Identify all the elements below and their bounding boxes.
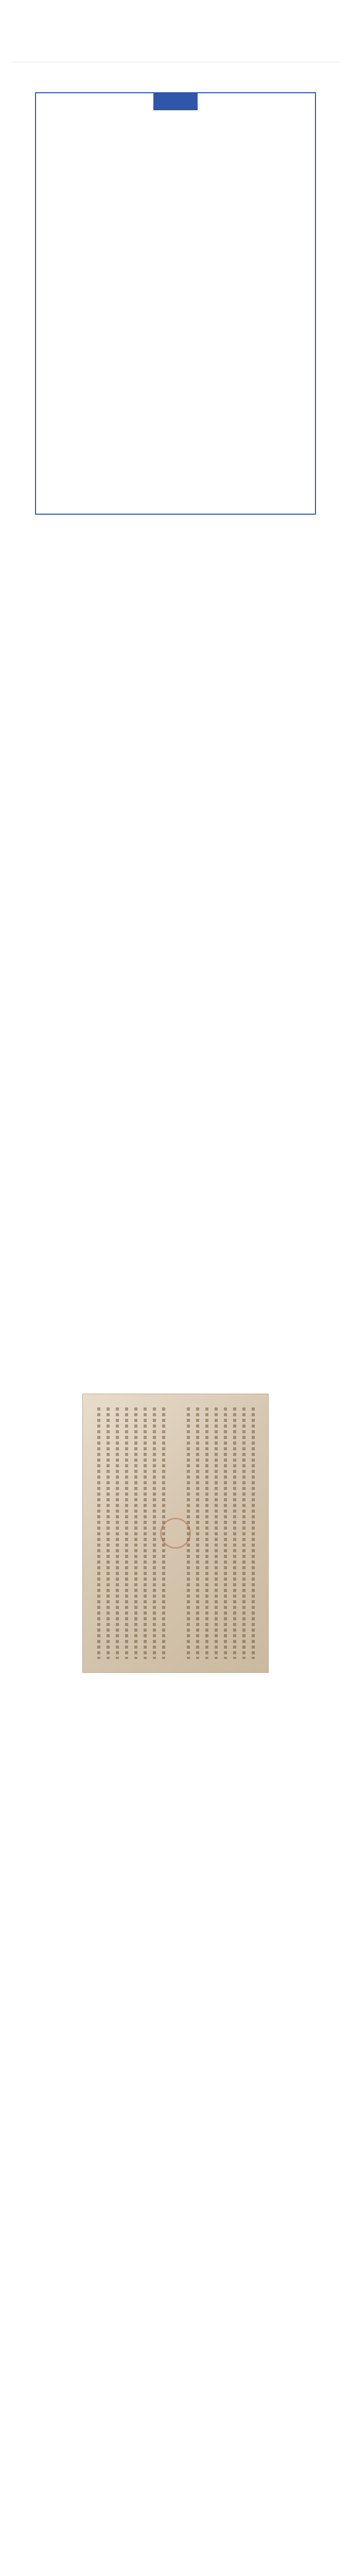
body-paragraph: [11, 594, 340, 611]
section-heading: [11, 1696, 340, 1713]
body-paragraph: [11, 1723, 340, 1740]
body-paragraph: [11, 1003, 340, 1020]
body-paragraph: [11, 1914, 340, 1931]
body-paragraph: [11, 2405, 340, 2422]
section-heading: [11, 1832, 340, 1849]
body-paragraph: [11, 1358, 340, 1375]
body-paragraph: [11, 1194, 340, 1211]
document-left-page: [92, 1408, 169, 1659]
body-paragraph: [11, 1085, 340, 1102]
abstract-paragraph: [51, 188, 300, 206]
body-paragraph: [11, 2160, 340, 2177]
body-paragraph-emphasis: [11, 2542, 340, 2559]
body-paragraph: [11, 1805, 340, 1822]
article-body: [11, 566, 340, 2559]
abstract-tag: [153, 93, 198, 110]
body-paragraph: [11, 2050, 340, 2067]
body-paragraph: [11, 2460, 340, 2477]
article-title: [11, 0, 340, 41]
body-paragraph: [11, 1030, 340, 1047]
body-paragraph: [11, 757, 340, 774]
section-heading: [11, 1112, 340, 1129]
body-paragraph: [11, 921, 340, 938]
section-heading: [11, 2132, 340, 2149]
body-paragraph: [11, 730, 340, 747]
body-paragraph: [11, 1750, 340, 1767]
section-heading: [11, 2023, 340, 2040]
body-paragraph: [11, 2487, 340, 2504]
body-paragraph: [11, 785, 340, 802]
section-heading: [11, 1331, 340, 1348]
body-paragraph: [11, 1859, 340, 1876]
body-paragraph: [11, 2433, 340, 2450]
body-paragraph: [11, 976, 340, 993]
body-paragraph: [11, 566, 340, 583]
body-paragraph: [11, 2105, 340, 2122]
body-paragraph: [11, 2351, 340, 2368]
body-paragraph: [11, 894, 340, 911]
body-paragraph: [11, 2296, 340, 2313]
body-paragraph: [11, 675, 340, 692]
body-paragraph: [11, 1996, 340, 2013]
body-paragraph: [11, 1167, 340, 1184]
body-paragraph: [11, 2242, 340, 2259]
body-paragraph: [11, 648, 340, 665]
body-paragraph: [11, 1969, 340, 1986]
body-paragraph: [11, 1887, 340, 1904]
body-paragraph: [11, 1303, 340, 1320]
body-paragraph: [11, 2378, 340, 2395]
body-paragraph: [11, 1777, 340, 1794]
abstract-paragraph: [51, 126, 300, 144]
body-paragraph: [11, 1058, 340, 1075]
body-paragraph: [11, 812, 340, 829]
body-paragraph: [11, 1276, 340, 1293]
body-paragraph: [11, 2214, 340, 2231]
body-paragraph: [11, 867, 340, 884]
abstract-paragraph: [51, 219, 300, 236]
historical-document-photo: [82, 1394, 269, 1673]
abstract-box: [35, 92, 316, 515]
section-heading: [11, 1941, 340, 1958]
body-paragraph: [11, 2187, 340, 2204]
body-paragraph: [11, 2078, 340, 2095]
body-paragraph-emphasis: [11, 2515, 340, 2532]
body-paragraph: [11, 948, 340, 965]
document-right-page: [182, 1408, 259, 1659]
body-paragraph: [11, 1249, 340, 1266]
article-meta: [11, 49, 340, 58]
section-heading: [11, 839, 340, 856]
section-heading: [11, 703, 340, 720]
body-paragraph: [11, 1140, 340, 1157]
seal-mark: [160, 1518, 191, 1549]
body-paragraph: [11, 1222, 340, 1239]
abstract-paragraph: [51, 157, 300, 175]
body-paragraph-emphasis: [11, 621, 340, 638]
section-heading: [11, 2269, 340, 2286]
body-paragraph: [11, 2324, 340, 2341]
